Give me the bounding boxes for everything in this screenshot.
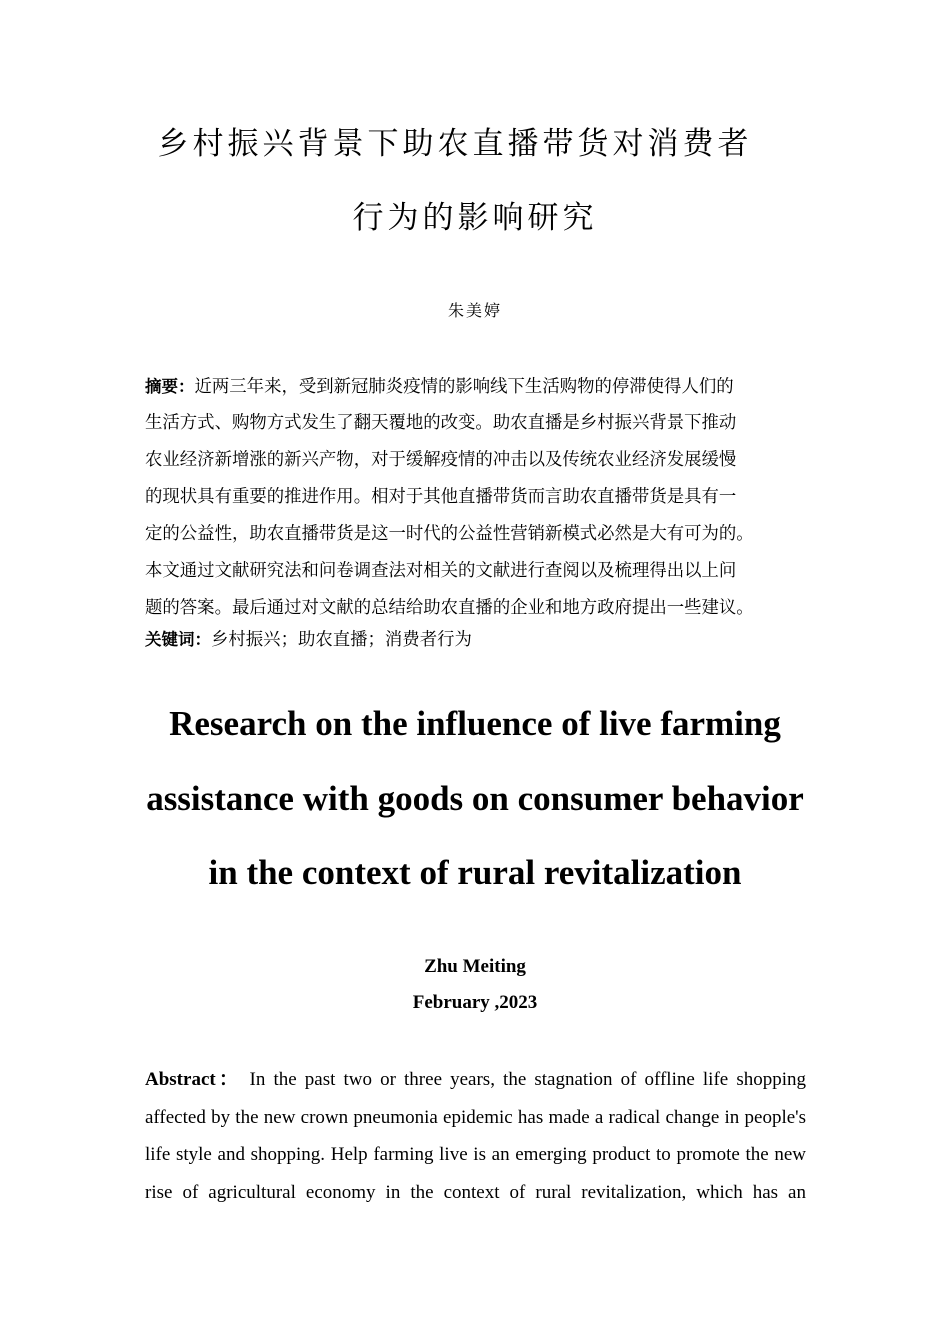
english-title-line-1: Research on the influence of live farming [169, 704, 781, 743]
english-abstract [145, 1061, 806, 1211]
english-abstract-line [145, 1061, 806, 1099]
chinese-abstract-line: 定的公益性，助农直播带货是这一时代的公益性营销新模式必然是大有可为的。 [145, 524, 754, 544]
chinese-keywords-text: 乡村振兴；助农直播；消费者行为 [211, 630, 472, 650]
english-abstract-label: Abstract： [145, 1069, 242, 1090]
english-abstract-text: In the past two or three years, the stagnation of offline life shopping [249, 1069, 807, 1090]
english-abstract-line: life style and shopping. Help farming live is an emerging product to promote the new [145, 1144, 806, 1165]
chinese-keywords-label: 关键词： [145, 630, 211, 649]
chinese-abstract-line: 生活方式、购物方式发生了翻天覆地的改变。助农直播是乡村振兴背景下推动 [145, 413, 737, 433]
chinese-abstract-text: 近两三年来，受到新冠肺炎疫情的影响线下生活购物的停滞使得人们的 [194, 377, 734, 397]
chinese-abstract-label: 摘要： [145, 377, 195, 396]
chinese-title-line-2: 行为的影响研究 [352, 200, 598, 236]
english-author: Zhu Meiting [424, 956, 526, 977]
chinese-abstract-line: 农业经济新增涨的新兴产物，对于缓解疫情的冲击以及传统农业经济发展缓慢 [145, 450, 737, 470]
chinese-abstract-line: 的现状具有重要的推进作用。相对于其他直播带货而言助农直播带货是具有一 [145, 487, 737, 507]
english-title-line-3: in the context of rural revitalization [208, 853, 742, 892]
english-abstract-line: rise of agricultural economy in the context of rural revitalization, which has an [145, 1181, 806, 1203]
english-abstract-line: affected by the new crown pneumonia epidemic has made a radical change in people's [145, 1106, 806, 1128]
chinese-abstract-line [145, 368, 810, 405]
chinese-abstract-line: 本文通过文献研究法和问卷调查法对相关的文献进行查阅以及梳理得出以上问 [145, 561, 737, 581]
chinese-title-line-1: 乡村振兴背景下助农直播带货对消费者 [157, 126, 753, 162]
english-title-line-2: assistance with goods on consumer behavior [146, 779, 804, 818]
chinese-keywords [145, 624, 472, 656]
chinese-abstract [145, 368, 810, 627]
chinese-author: 朱美婷 [447, 301, 502, 320]
chinese-abstract-line: 题的答案。最后通过对文献的总结给助农直播的企业和地方政府提出一些建议。 [145, 598, 754, 618]
english-date: February ,2023 [412, 992, 538, 1013]
